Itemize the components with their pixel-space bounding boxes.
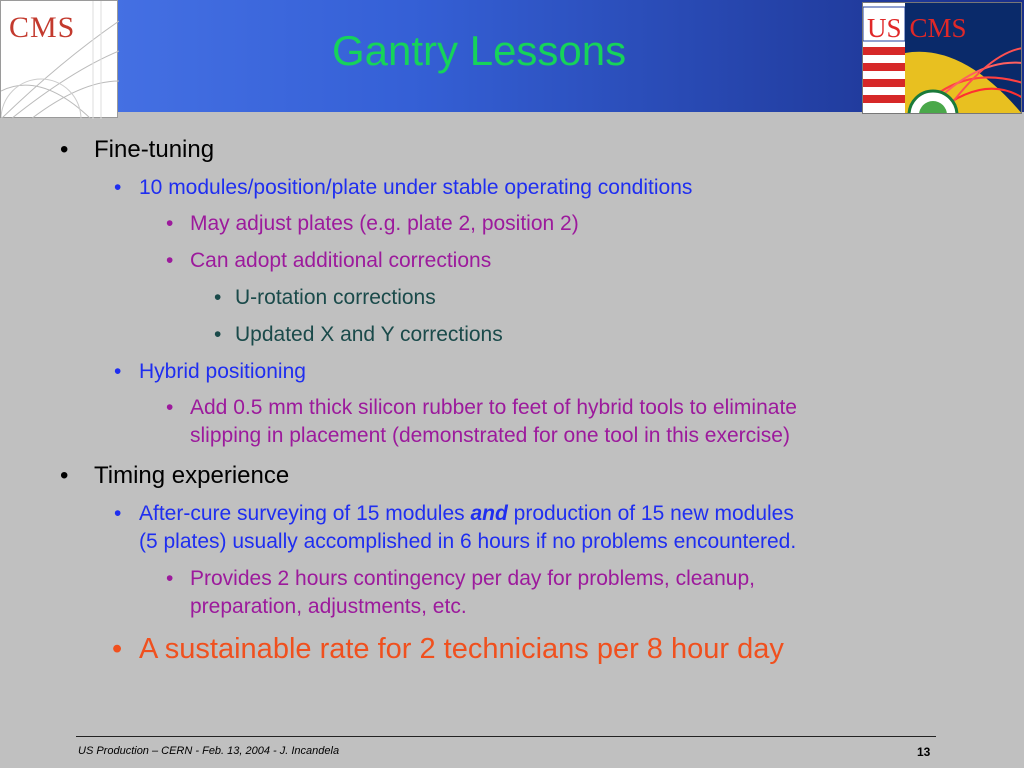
bullet-silicon-rubber-line2: slipping in placement (demonstrated for one tool in this exercise) bbox=[190, 424, 790, 447]
bullet-marker: • bbox=[166, 212, 174, 235]
bullet-marker: • bbox=[60, 462, 69, 489]
bullet-additional-corrections: Can adopt additional corrections bbox=[190, 249, 492, 272]
bullet-fine-tuning: Fine-tuning bbox=[94, 136, 215, 163]
bullet-modules-per-position: 10 modules/position/plate under stable operating conditions bbox=[139, 176, 693, 199]
bullet-after-cure-line1 bbox=[139, 502, 794, 526]
bullet-marker: • bbox=[166, 396, 174, 419]
bullet-marker: • bbox=[60, 136, 69, 163]
footer-text: US Production – CERN - Feb. 13, 2004 - J. Incandela bbox=[78, 745, 340, 757]
after-cure-text-a: After-cure surveying of 15 modules bbox=[139, 502, 471, 525]
bullet-marker: • bbox=[166, 567, 174, 590]
bullet-contingency-line2: preparation, adjustments, etc. bbox=[190, 595, 467, 618]
page-number: 13 bbox=[917, 745, 931, 759]
uscms-cms-text: CMS bbox=[909, 13, 967, 43]
bullet-after-cure-line2: (5 plates) usually accomplished in 6 hours if no problems encountered. bbox=[139, 530, 797, 553]
bullet-marker: • bbox=[166, 249, 174, 272]
after-cure-text-b: production of 15 new modules bbox=[507, 502, 794, 525]
bullet-marker: • bbox=[114, 360, 122, 383]
bullet-sustainable-rate: A sustainable rate for 2 technicians per 8 hour day bbox=[139, 633, 784, 665]
bullet-hybrid-positioning: Hybrid positioning bbox=[139, 360, 306, 383]
after-cure-emphasis: and bbox=[470, 502, 508, 525]
bullet-u-rotation: U-rotation corrections bbox=[235, 286, 436, 309]
bullet-timing-experience: Timing experience bbox=[94, 462, 290, 489]
slide-title: Gantry Lessons bbox=[332, 27, 627, 74]
bullet-marker: • bbox=[112, 633, 123, 665]
footer-divider bbox=[76, 736, 936, 737]
bullet-marker: • bbox=[214, 323, 222, 346]
bullet-adjust-plates: May adjust plates (e.g. plate 2, position 2) bbox=[190, 212, 579, 235]
cms-logo-text: CMS bbox=[9, 11, 76, 44]
uscms-us-text: US bbox=[867, 13, 902, 43]
bullet-xy-corrections: Updated X and Y corrections bbox=[235, 323, 503, 346]
bullet-silicon-rubber-line1: Add 0.5 mm thick silicon rubber to feet of hybrid tools to eliminate bbox=[190, 396, 797, 419]
bullet-marker: • bbox=[114, 176, 122, 199]
bullet-marker: • bbox=[214, 286, 222, 309]
bullet-contingency-line1: Provides 2 hours contingency per day for problems, cleanup, bbox=[190, 567, 755, 590]
bullet-marker: • bbox=[114, 502, 122, 525]
